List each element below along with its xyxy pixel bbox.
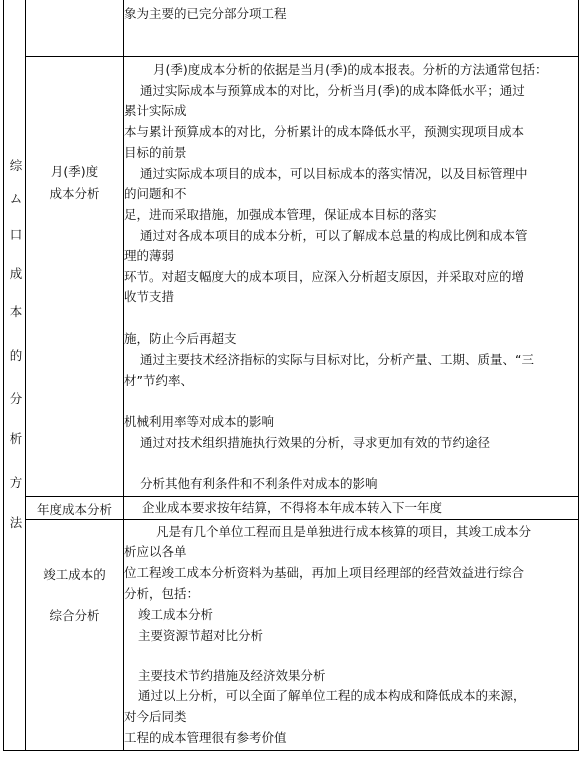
- title-char: 的: [9, 348, 23, 363]
- content-line: 通过对技术组织措施执行效果的分析，寻求更加有效的节约途径: [140, 435, 491, 450]
- title-char: ム: [9, 191, 23, 206]
- content-line: 通过主要技术经济指标的实际与目标对比，分析产量、工期、质量、“三: [140, 352, 534, 367]
- label-line: 月(季)度: [50, 164, 99, 179]
- content-line: 主要技术节约措施及经济效果分析: [138, 668, 326, 683]
- content-line: 收节支措: [124, 289, 175, 304]
- completion-analysis-content: [124, 520, 579, 751]
- annual-analysis-label: [26, 497, 123, 519]
- annual-analysis-content: [124, 497, 579, 519]
- content-line: 机械利用率等对成本的影响: [124, 414, 275, 429]
- content-line: 位工程竣工成本分析资料为基础，再加上项目经理部的经营效益进行综合: [124, 565, 525, 580]
- content-line: 材”节约率、: [124, 373, 193, 388]
- content-line: 工程的成本管理很有参考价值: [124, 730, 287, 745]
- content-line: 通过对各成本项目的成本分析，可以了解成本总量的构成比例和成本管: [140, 228, 528, 243]
- title-char: 本: [9, 304, 23, 319]
- content-line: 象为主要的已完分部分项工程: [124, 6, 287, 21]
- title-char: 法: [9, 515, 23, 530]
- content-line: 环节。对超支幅度大的成本项目，应深入分析超支原因，并采取对应的增: [124, 269, 525, 284]
- content-line: 的问题和不: [124, 186, 187, 201]
- content-line: 理的薄弱: [124, 248, 175, 263]
- content-line: 通过以上分析，可以全面了解单位工程的成本构成和降低成本的来源，: [138, 688, 526, 703]
- content-line: 企业成本要求按年结算，不得将本年成本转入下一年度: [142, 500, 443, 515]
- content-line: 析应以各单: [124, 544, 187, 559]
- content-line: 分析，包括：: [124, 586, 200, 601]
- content-line: 施，防止今后再超支: [124, 331, 237, 346]
- title-char: 成: [9, 266, 23, 281]
- label-line: 综合分析: [49, 608, 100, 623]
- monthly-analysis-content: [124, 57, 579, 496]
- completion-analysis-label: [26, 520, 123, 751]
- monthly-analysis-label: [26, 57, 123, 496]
- content-line: 主要资源节超对比分析: [138, 628, 264, 643]
- title-char: 析: [9, 431, 23, 446]
- content-line: 月(季)度成本分析的依据是当月(季)的成本报表。分析的方法通常包括：: [153, 62, 548, 77]
- content-line: 通过实际成本项目的成本，可以目标成本的落实情况，以及目标管理中: [140, 166, 528, 181]
- top-row-content: [124, 0, 579, 56]
- content-line: 通过实际成本与预算成本的对比，分析当月(季)的成本降低水平；通过: [140, 83, 525, 98]
- content-line: 竣工成本分析: [138, 607, 214, 622]
- content-line: 凡是有几个单位工程而且是单独进行成本核算的项目，其竣工成本分: [156, 524, 532, 539]
- title-char: 口: [9, 227, 23, 242]
- title-char: 综: [9, 158, 23, 173]
- label-line: 竣工成本的: [43, 567, 106, 582]
- content-line: 对今后同类: [124, 709, 187, 724]
- content-line: 足，进而采取措施，加强成本管理，保证成本目标的落实: [124, 207, 437, 222]
- content-line: 分析其他有利条件和不利条件对成本的影响: [140, 476, 378, 491]
- title-char: 方: [9, 475, 23, 490]
- content-line: 累计实际成: [124, 103, 187, 118]
- content-line: 本与累计预算成本的对比，分析累计的成本降低水平，预测实现项目成本: [124, 124, 525, 139]
- title-char: 分: [9, 391, 23, 406]
- content-line: 目标的前景: [124, 145, 187, 160]
- label-line: 年度成本分析: [36, 502, 112, 517]
- method-title-column: [3, 0, 25, 751]
- label-line: 成本分析: [49, 186, 100, 201]
